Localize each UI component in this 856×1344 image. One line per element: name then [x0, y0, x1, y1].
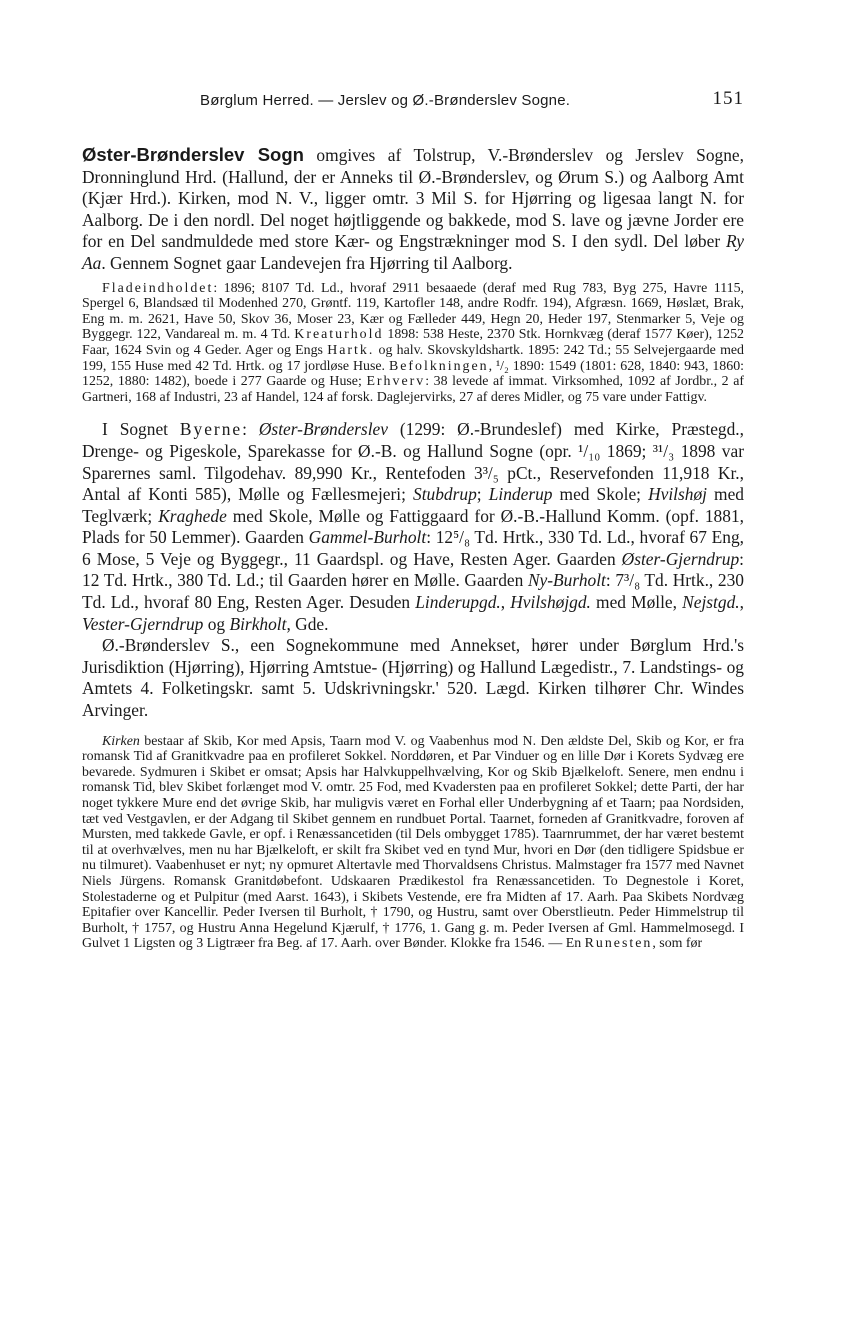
paragraph-towns: I Sognet Byerne: Øster-Brønderslev (1299: Ø.-Brundeslef) med Kirke, Præstegd., Drenge- og Pigeskole, Sparekasse for Ø.-B. og Hallund Sogne (opr. ¹/₁₀ 1869; ³¹/₃ 1898 var Sparernes saml. Tilgodehav. 89,990 Kr., Rentefoden 3³/₅ pCt., Reservefonden 11,918 Kr., Antal af Konti 585), Mølle og Fællesmejeri; Stubdrup; Linderup med Skole; Hvilshøj med Teglværk; Kraghede med Skole, Mølle og Fattiggaard for Ø.-B.-Hallund Komm. (opf. 1881, Plads for 50 Lemmer). Gaarden Gammel-Burholt: 12⁵/₈ Td. Hrtk., 330 Td. Ld., hvoraf 67 Eng, 6 Mose, 5 Veje og Byggegr., 11 Gaardspl. og Have, Resten Ager. Gaarden Øster-Gjerndrup: 12 Td. Hrtk., 380 Td. Ld.; til Gaarden hører en Mølle. Gaarden Ny-Burholt: 7³/₈ Td. Hrtk., 230 Td. Ld., hvoraf 80 Eng, Resten Ager. Desuden Linderupgd., Hvilshøjgd. med Mølle, Nejstgd., Vester-Gjerndrup og Birkholt, Gde.	[82, 419, 745, 634]
running-header	[82, 88, 744, 118]
main-text	[82, 144, 744, 275]
page-number: 151	[712, 88, 744, 109]
church-paragraph: Kirken bestaar af Skib, Kor med Apsis, Taarn mod V. og Vaabenhus mod N. Den ældste Del, Skib og Kor, er fra romansk Tid af Granitkvadre paa en profileret Sokkel. Norddøren, et Par Vinduer og en lille Dør i Korets Sydvæg ere bevarede. Sydmuren i Skibet er omsat; Apsis har Halvkuppelhvælving, Kor og Skib Bjælkeloft. Senere, men endnu i romansk Tid, blev Skibet forlænget mod V. omtr. 25 Fod, med Kvadersten paa en profileret Sokkel; dette Parti, der har noget tykkere Mure end det øvrige Skib, har muligvis været en Forhal eller Underbygning af et Taarn; paa Nordsiden, tæt ved Vestgavlen, er der Adgang til Skibet gennem en rundbuet Portal. Taarnet, forneden af Granitkvadre, foroven af Mursten, med takkede Gavle, er opf. i Renæssancetiden (til Dels ombygget 1785). Taarnrummet, der har været bestemt til at overhvælves, men nu har Bjælkeloft, er skilt fra Skibet ved en tynd Mur, hvori en Dør (den tidligere Spidsbue er nu tilmuret). Vaabenhuset er nyt; ny opmuret Altertavle med Thorvaldsens Christus. Malmstager fra 1577 med Navnet Niels Jürgens. Romansk Granitdøbefont. Udskaaren Prædikestol fra Renæssancetiden. To Degnestole i Koret, Stolestaderne og et Pulpitur (med Aarst. 1643), i Skibets Vestende, ere fra Midten af 17. Aarh. Paa Skibets Nordvæg Epitafier over Kancellir. Peder Iversen til Burholt, † 1790, og Hustru, samt over Oberstlieutn. Peder Himmelstrup til Burholt, † 1757, og Hustru Anna Hegelund Kjærulf, † 1776, 1. Gang g. m. Peder Iversen af Gml. Hammelmosegd. I Gulvet 1 Ligsten og 3 Ligtræer fra Beg. af 17. Aarh. over Bønder. Klokke fra 1546. — En Runesten, som før	[82, 733, 744, 952]
river-name: Ry Aa	[82, 231, 744, 273]
statistics-paragraph: Fladeindholdet: 1896; 8107 Td. Ld., hvoraf 2911 besaaede (deraf med Rug 783, Byg 275, Havre 1115, Spergel 6, Blandsæd til Modenhed 270, Grøntf. 119, Kartofler 148, andre Rodfr. 194), Afgræsn. 1669, Høslæt, Brak, Eng m. m. 2621, Have 50, Skov 36, Moser 23, Kær og Fælleder 449, Hegn 20, Heder 197, Stenmarker 5, Veje og Byggegr. 122, Vandareal m. m. 4 Td. Kreaturhold 1898: 538 Heste, 2370 Stk. Hornkvæg (deraf 1577 Køer), 1252 Faar, 1624 Svin og 4 Geder. Ager og Engs Hartk. og halv. Skovskyldshartk. 1895: 242 Td.; 55 Selvejergaarde med 199, 155 Huse med 42 Td. Hrtk. og 17 jordløse Huse. Befolkningen, ¹/₂ 1890: 1549 (1801: 628, 1840: 943, 1860: 1252, 1880: 1482), boede i 277 Gaarde og Huse; Erhverv: 38 levede af immat. Virksomhed, 1092 af Jordbr., 2 af Gartneri, 168 af Industri, 23 af Handel, 124 af forsk. Daglejervirks, 27 af deres Midler, og 75 vare under Fattigv.	[82, 280, 744, 405]
running-title: Børglum Herred. — Jerslev og Ø.-Brønderslev Sogne.	[200, 92, 571, 109]
paragraph-parish-intro: Øster-Brønderslev Sogn omgives af Tolstrup, V.-Brønderslev og Jerslev Sogne, Dronninglund Hrd. (Hallund, der er Anneks til Ø.-Brønderslev, og Ørum S.) og Aalborg Amt (Kjær Hrd.). Kirken, mod N. V., ligger omtr. 3 Mil S. for Hjørring og ligesaa langt N. for Aalborg. De i den nordl. Del noget højtliggende og bakkede, mod S. lave og jævne Jorder ere for en Del sandmuldede med store Kær- og Engstrækninger mod S. I den sydl. Del løber Ry Aa. Gennem Sognet gaar Landevejen fra Hjørring til Aalborg.	[82, 144, 744, 273]
paragraph-jurisdiction: Ø.-Brønderslev S., een Sognekommune med Annekset, hører under Børglum Hrd.'s Jurisdiktion (Hjørring), Hjørring Amtstue- (Hjørring) og Hallund Lægedistr., 7. Landstings- og Amtets 4. Folketingskr. samt 5. Udskrivningskr.' 520. Lægd. Kirken tilhører Chr. Windes Arvinger.	[82, 635, 744, 721]
parish-heading: Øster-Brønderslev Sogn	[82, 144, 304, 165]
main-text-2	[82, 419, 744, 721]
